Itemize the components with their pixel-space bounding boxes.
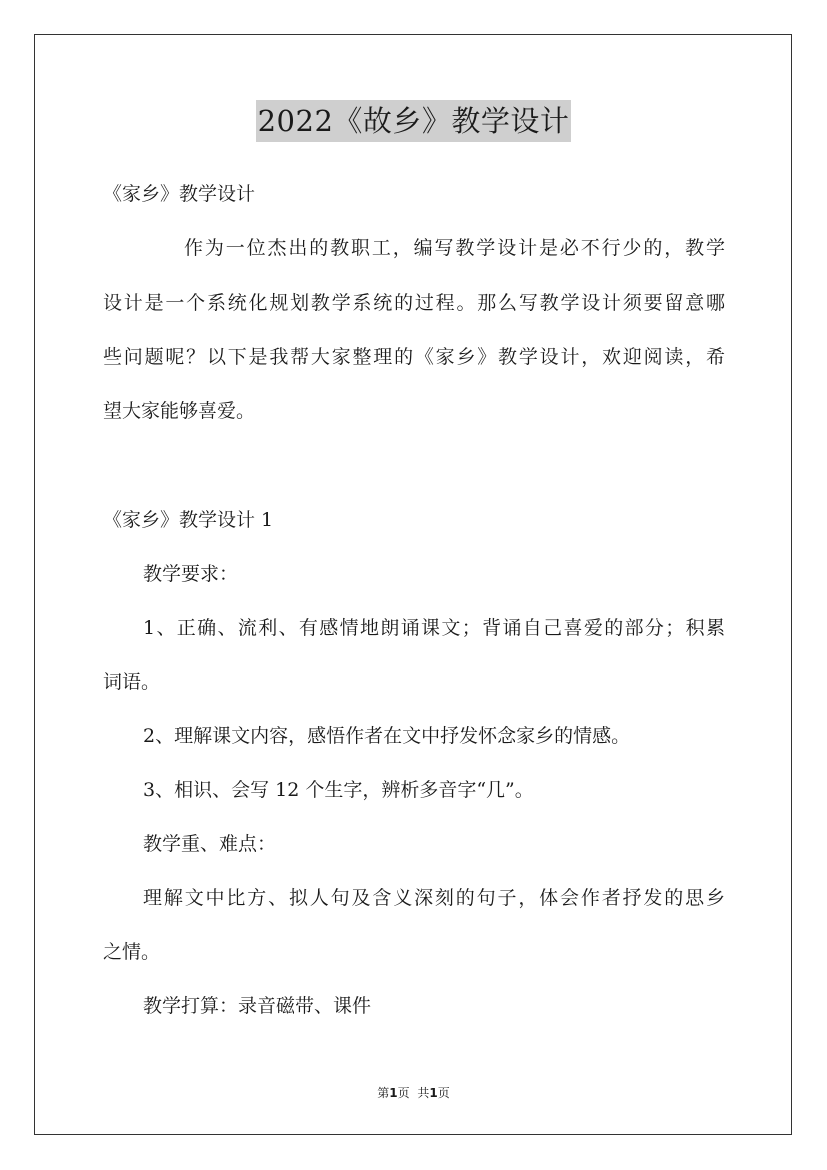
- footer-total-prefix: 共: [417, 1086, 430, 1100]
- teaching-preparation: 教学打算：录音磁带、课件: [143, 995, 372, 1017]
- section-heading: 《家乡》教学设计 1: [103, 509, 274, 531]
- requirement-3: 3、相识、会写 12 个生字，辨析多音字“几”。: [143, 779, 534, 801]
- key-points-line-1: 理解文中比方、拟人句及含义深刻的句子，体会作者抒发的思乡: [143, 887, 725, 909]
- requirement-1-line-2: 词语。: [103, 671, 161, 693]
- requirement-1-line-1: 1、正确、流利、有感情地朗诵课文；背诵自己喜爱的部分；积累: [143, 617, 725, 639]
- footer-page-prefix: 第: [377, 1086, 390, 1100]
- footer-total-suffix: 页: [437, 1086, 450, 1100]
- intro-heading: 《家乡》教学设计: [103, 183, 256, 205]
- requirement-2: 2、理解课文内容，感悟作者在文中抒发怀念家乡的情感。: [143, 725, 631, 747]
- key-points-heading: 教学重、难点：: [143, 833, 277, 855]
- footer-total-pages: 1: [429, 1086, 438, 1100]
- footer-page-suffix: 页: [397, 1086, 410, 1100]
- document-title-container: [0, 100, 827, 142]
- intro-paragraph-line-2: 设计是一个系统化规划教学系统的过程。那么写教学设计须要留意哪: [103, 292, 725, 314]
- key-points-line-2: 之情。: [103, 941, 161, 963]
- teaching-requirements-heading: 教学要求：: [143, 563, 239, 585]
- intro-paragraph-line-3: 些问题呢？以下是我帮大家整理的《家乡》教学设计，欢迎阅读，希: [103, 346, 725, 368]
- page-footer: [0, 1085, 827, 1101]
- footer-page-number: 1: [389, 1086, 398, 1100]
- intro-paragraph-line-4: 望大家能够喜爱。: [103, 400, 256, 422]
- document-title: 2022《故乡》教学设计: [256, 100, 572, 142]
- intro-paragraph-line-1: 作为一位杰出的教职工，编写教学设计是必不行少的，教学: [184, 237, 725, 259]
